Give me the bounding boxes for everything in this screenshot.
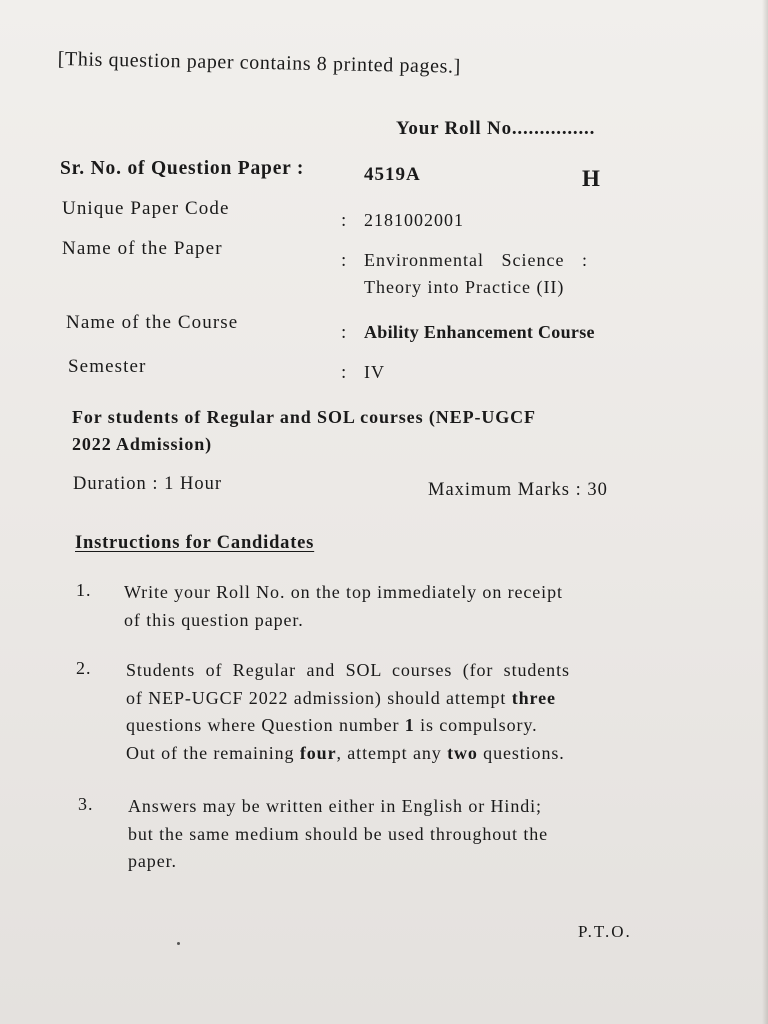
instruction-2-line-3 bbox=[126, 712, 644, 740]
audience-note bbox=[72, 404, 652, 458]
instruction-2-emphasis-three: three bbox=[511, 687, 556, 708]
page-edge-shadow bbox=[762, 0, 768, 1024]
sr-no-value: 4519A bbox=[364, 164, 421, 185]
instruction-2-line-3-tail: is compulsory. bbox=[414, 715, 538, 735]
course-name-value: Ability Enhancement Course bbox=[364, 322, 595, 342]
set-letter: H bbox=[582, 166, 600, 191]
unique-code-colon: : bbox=[341, 210, 347, 231]
audience-line-1: For students of Regular and SOL courses (NEP-UGCF bbox=[72, 407, 536, 427]
instruction-2-emphasis-two: two bbox=[447, 742, 478, 763]
instruction-2-line-4-text: Out of the remaining bbox=[126, 742, 300, 763]
semester-label: Semester bbox=[68, 356, 147, 377]
paper-name-label: Name of the Paper bbox=[62, 238, 223, 259]
unique-code-label: Unique Paper Code bbox=[62, 198, 230, 219]
course-name-colon: : bbox=[341, 322, 347, 343]
instruction-2-emphasis-four: four bbox=[299, 742, 337, 763]
instruction-2-line-4 bbox=[126, 740, 644, 768]
instruction-item-2 bbox=[126, 657, 644, 767]
instruction-number-1: 1. bbox=[76, 580, 92, 600]
instruction-2-line-2 bbox=[126, 685, 644, 713]
instruction-3-line-1: Answers may be written either in English or Hindi; bbox=[128, 796, 542, 816]
instruction-2-line-1: Students of Regular and SOL courses (for students bbox=[126, 660, 570, 680]
sr-no-label: Sr. No. of Question Paper : bbox=[60, 158, 305, 179]
roll-number-field: Your Roll No............... bbox=[396, 118, 596, 139]
instructions-heading: Instructions for Candidates bbox=[75, 533, 315, 553]
instruction-3-line-2: but the same medium should be used throughout the bbox=[128, 823, 549, 844]
instruction-2-line-2-text: of NEP-UGCF 2022 admission) should attempt bbox=[126, 687, 512, 708]
printed-pages-note: [This question paper contains 8 printed pages.] bbox=[57, 48, 462, 78]
paper-name-line2: Theory into Practice (II) bbox=[364, 277, 565, 297]
audience-line-2: 2022 Admission) bbox=[72, 434, 213, 454]
instruction-number-3: 3. bbox=[78, 794, 94, 814]
unique-code-value: 2181002001 bbox=[364, 210, 464, 230]
duration: Duration : 1 Hour bbox=[73, 474, 223, 494]
maximum-marks: Maximum Marks : 30 bbox=[428, 480, 608, 500]
semester-colon: : bbox=[341, 362, 347, 383]
paper-speck bbox=[177, 942, 180, 945]
instruction-2-emphasis-one: 1 bbox=[404, 715, 415, 735]
semester-value: IV bbox=[364, 362, 385, 382]
instruction-2-line-3-text: questions where Question number bbox=[126, 715, 405, 735]
instruction-2-line-4-mid: , attempt any bbox=[336, 742, 448, 763]
instruction-1-line-1: Write your Roll No. on the top immediately on receipt bbox=[124, 582, 563, 602]
course-name-label: Name of the Course bbox=[66, 312, 239, 333]
paper-name-colon: : bbox=[341, 250, 347, 271]
instruction-2-line-4-tail: questions. bbox=[477, 742, 565, 763]
instruction-1-line-2: of this question paper. bbox=[124, 609, 304, 630]
paper-name-line1: Environmental Science : bbox=[364, 250, 588, 270]
instruction-item-3 bbox=[128, 793, 646, 876]
pto-label: P.T.O. bbox=[578, 922, 632, 941]
instruction-item-1 bbox=[124, 579, 644, 634]
instruction-number-2: 2. bbox=[76, 658, 92, 678]
instruction-3-line-3: paper. bbox=[128, 851, 177, 871]
